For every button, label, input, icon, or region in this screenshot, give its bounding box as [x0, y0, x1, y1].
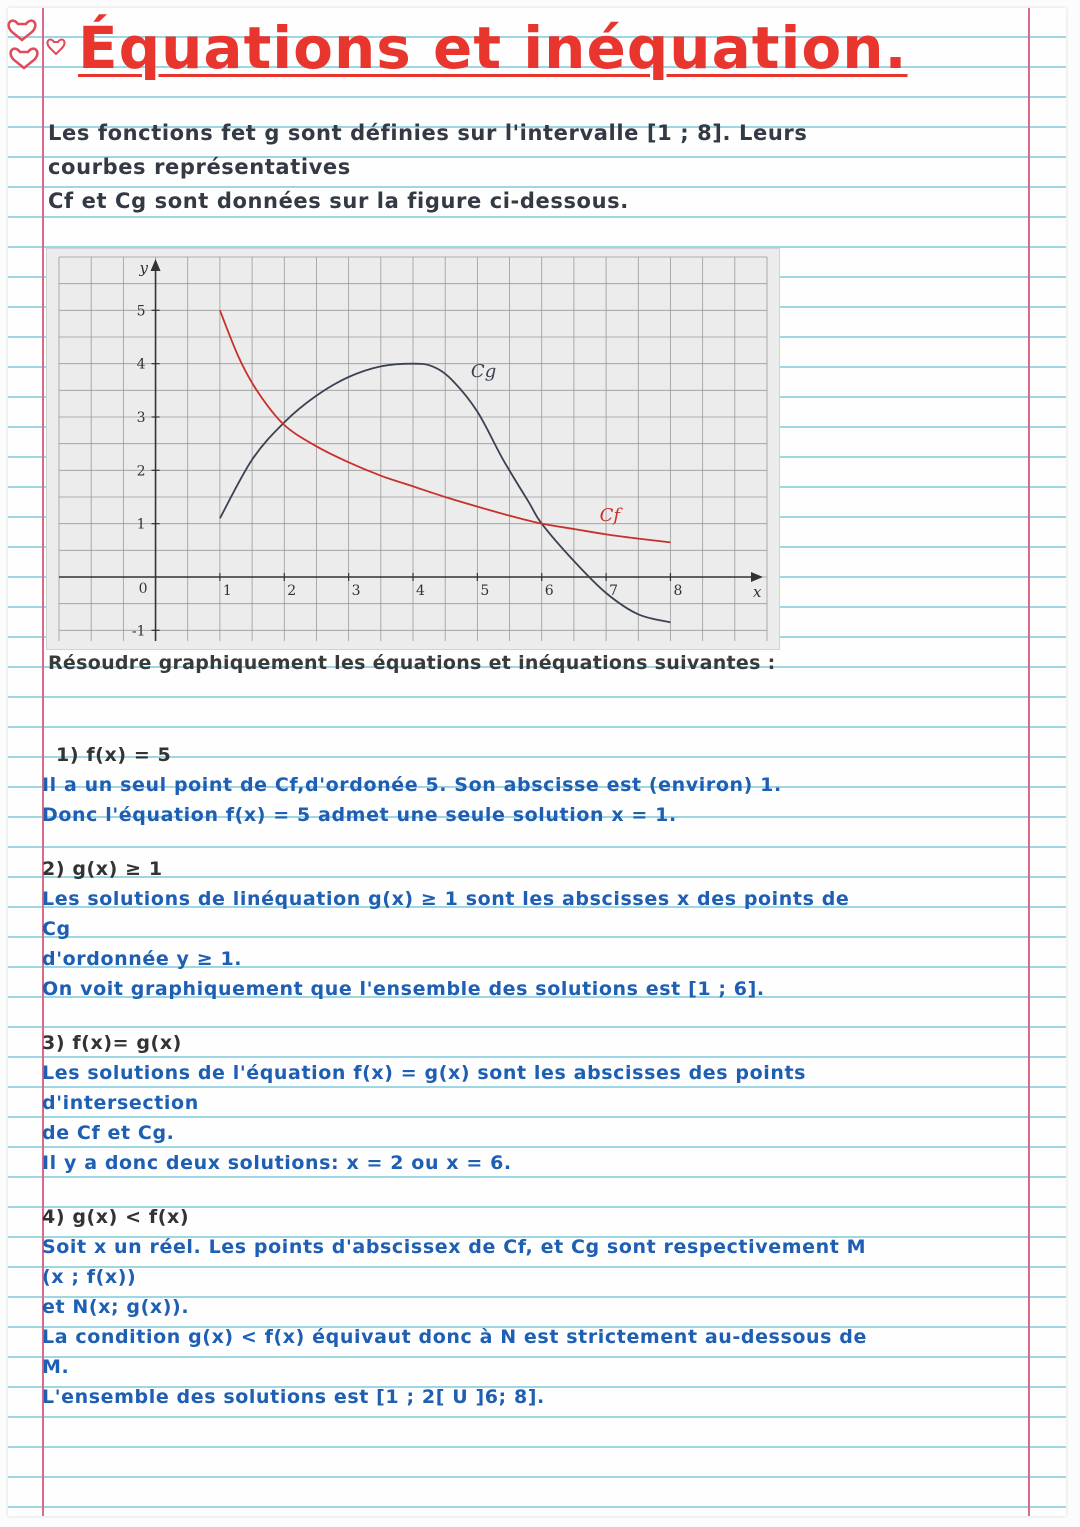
- answer-line: On voit graphiquement que l'ensemble des solutions est [1 ; 6].: [42, 978, 765, 1000]
- answer-line: et N(x; g(x)).: [42, 1296, 190, 1318]
- answer-line: Donc l'équation f(x) = 5 admet une seule solution x = 1.: [42, 804, 677, 826]
- answer-line: La condition g(x) < f(x) équivaut donc à N est strictement au-dessous de: [42, 1326, 867, 1348]
- function-graph: [46, 248, 780, 650]
- x-tick-label: 2: [287, 583, 297, 599]
- answer-line: Soit x un réel. Les points d'abscissex de Cf, et Cg sont respectivement M: [42, 1236, 867, 1258]
- question-4-title: 4) g(x) < f(x): [42, 1206, 190, 1228]
- x-axis-arrow: [751, 572, 763, 582]
- answer-line: d'ordonnée y ≥ 1.: [42, 948, 243, 970]
- question-1: [42, 740, 992, 830]
- answer-line: Les solutions de linéquation g(x) ≥ 1 sont les abscisses x des points de: [42, 888, 850, 910]
- answers-section: [42, 740, 992, 1436]
- answer-line: M.: [42, 1356, 70, 1378]
- answer-line: Il y a donc deux solutions: x = 2 ou x = 6.: [42, 1152, 512, 1174]
- question-3-title: 3) f(x)= g(x): [42, 1032, 182, 1054]
- intro-line: Les fonctions fet g sont définies sur l'intervalle [1 ; 8]. Leurs: [48, 121, 808, 145]
- series-label-cf: Cf: [599, 505, 621, 526]
- question-3: [42, 1028, 992, 1178]
- y-tick-label: 2: [136, 463, 146, 480]
- series-label-cg: Cg: [470, 361, 497, 382]
- answer-line: Il a un seul point de Cf,d'ordonée 5. Son abscisse est (environ) 1.: [42, 774, 782, 796]
- intro-text: [48, 116, 948, 218]
- hearts-doodle-icon: [6, 12, 66, 92]
- y-tick-label: 1: [136, 516, 146, 533]
- answer-line: L'ensemble des solutions est [1 ; 2[ U ]6; 8].: [42, 1386, 545, 1408]
- x-tick-label: 1: [222, 583, 232, 599]
- question-2-title: 2) g(x) ≥ 1: [42, 858, 163, 880]
- x-tick-label: 8: [673, 583, 683, 599]
- answer-line: Les solutions de l'équation f(x) = g(x) sont les abscisses des points: [42, 1062, 807, 1084]
- exercise-prompt: Résoudre graphiquement les équations et inéquations suivantes :: [48, 652, 776, 674]
- right-margin-line: [1028, 8, 1030, 1516]
- intro-line: courbes représentatives: [48, 155, 351, 179]
- question-4: [42, 1202, 992, 1412]
- question-1-title: 1) f(x) = 5: [56, 744, 172, 766]
- x-axis-label: x: [753, 583, 762, 601]
- answer-line: de Cf et Cg.: [42, 1122, 175, 1144]
- y-axis-arrow: [151, 259, 161, 271]
- page-title: Équations et inéquation.: [78, 14, 908, 82]
- answer-line: (x ; f(x)): [42, 1266, 137, 1288]
- answer-line: Cg: [42, 918, 71, 940]
- y-tick-label: -1: [131, 623, 146, 640]
- origin-label: 0: [138, 581, 148, 597]
- question-2: [42, 854, 992, 1004]
- y-axis-label: y: [139, 259, 149, 277]
- graph-canvas: [47, 249, 779, 649]
- x-tick-label: 4: [416, 583, 425, 599]
- x-tick-label: 3: [351, 583, 361, 599]
- answer-line: d'intersection: [42, 1092, 199, 1114]
- y-tick-label: 3: [136, 410, 146, 426]
- x-tick-label: 5: [480, 583, 490, 599]
- x-tick-label: 6: [544, 583, 554, 599]
- intro-line: Cf et Cg sont données sur la figure ci-dessous.: [48, 189, 629, 213]
- y-tick-label: 4: [136, 356, 146, 373]
- y-tick-label: 5: [136, 303, 146, 320]
- x-tick-label: 7: [609, 583, 619, 599]
